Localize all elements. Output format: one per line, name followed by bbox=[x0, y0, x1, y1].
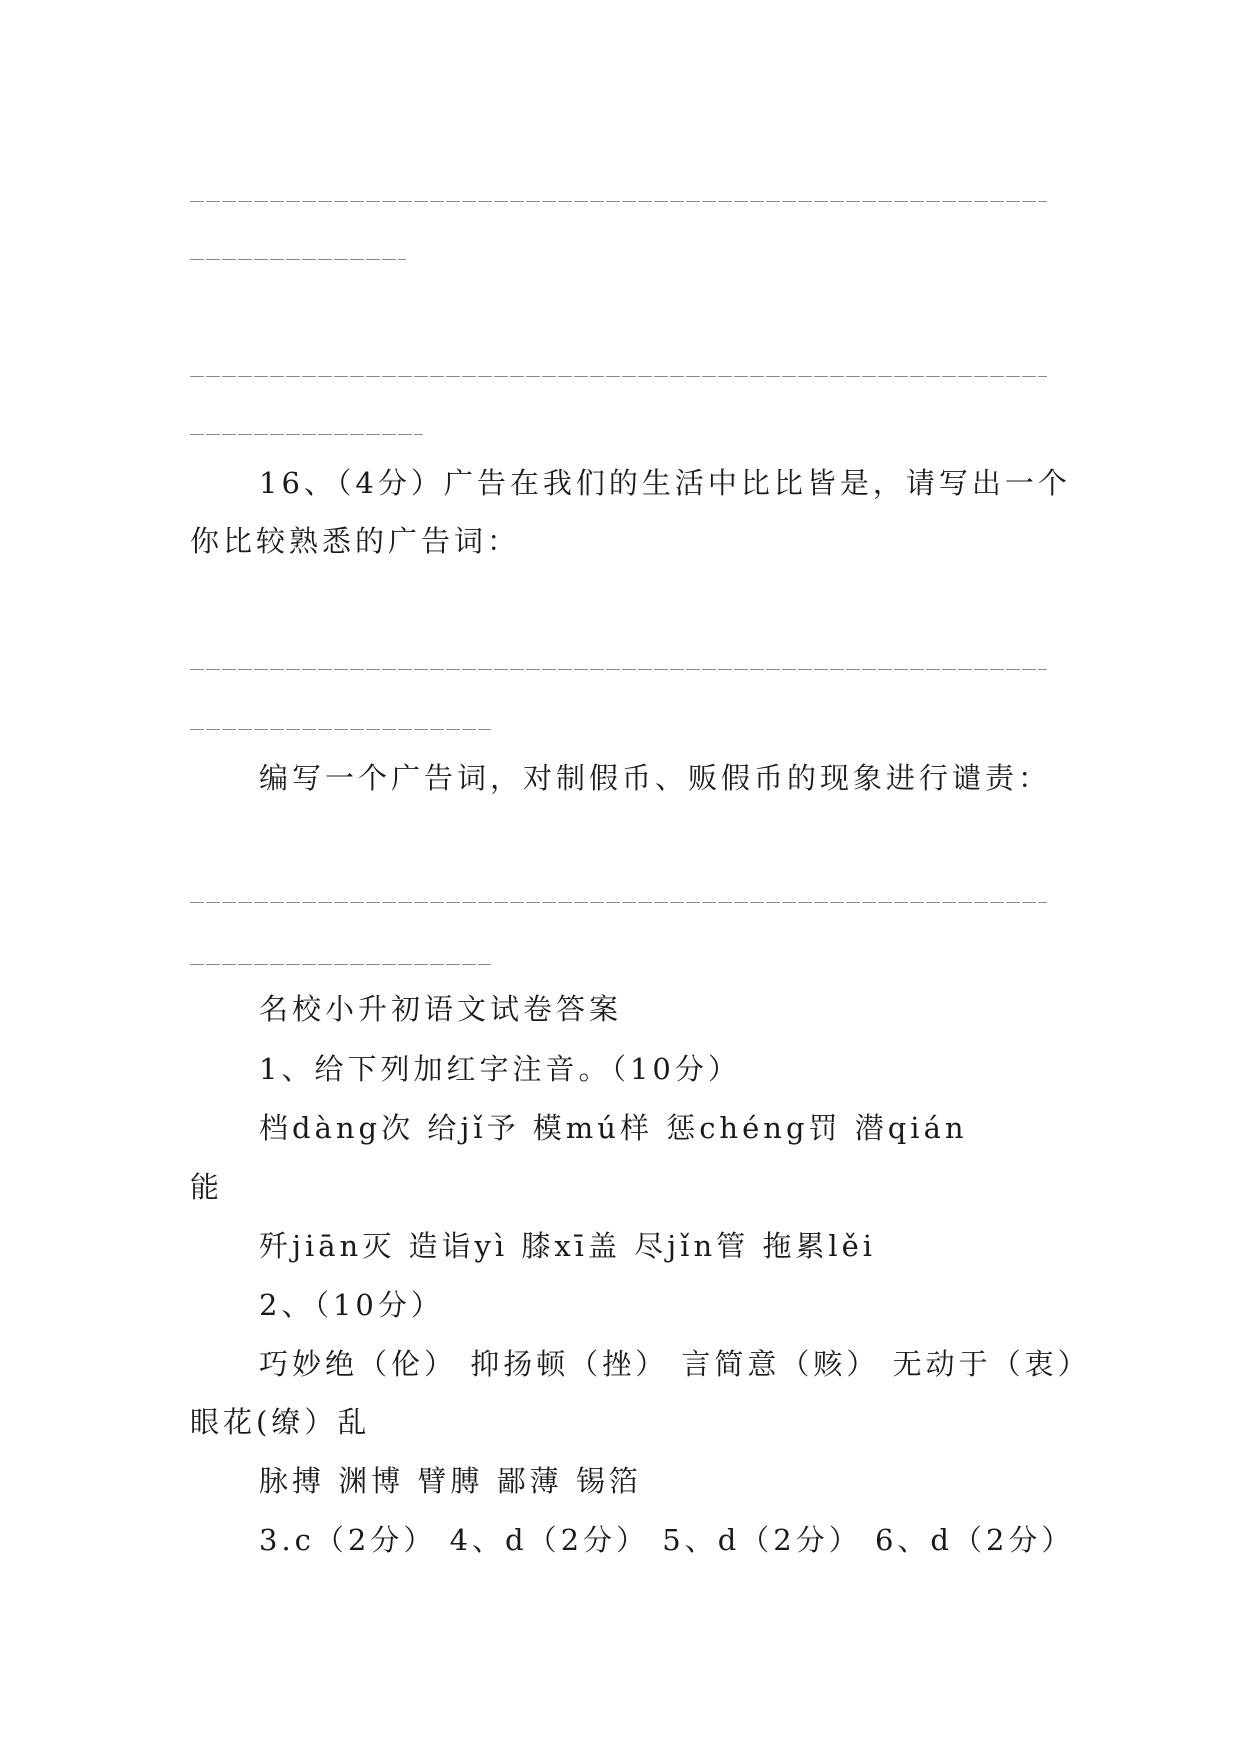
answers-3-to-6: 3.c（2分） 4、d（2分） 5、d（2分） 6、d（2分） bbox=[259, 1523, 1075, 1557]
answer-blank-line bbox=[190, 902, 1047, 903]
answer-2-heading: 2、（10分） bbox=[259, 1288, 444, 1322]
answer-blank-line bbox=[190, 669, 1047, 670]
answer-1-line: 能 bbox=[190, 1170, 224, 1204]
answer-blank-line bbox=[190, 376, 1047, 377]
answer-1-heading: 1、给下列加红字注音。（10分） bbox=[259, 1052, 741, 1086]
answer-1-line: 档dàng次 给jǐ予 模mú样 惩chéng罚 潜qián bbox=[259, 1111, 968, 1145]
answer-2-line: 巧妙绝（伦） 抑扬顿（挫） 言简意（赅） 无动于（衷） bbox=[259, 1347, 1091, 1381]
question-16-prompt-2: 编写一个广告词，对制假币、贩假币的现象进行谴责： bbox=[259, 761, 1052, 795]
answer-2-line: 脉搏 渊博 臂膊 鄙薄 锡箔 bbox=[259, 1464, 642, 1498]
answer-2-line: 眼花(缭）乱 bbox=[190, 1405, 371, 1439]
answer-blank-line bbox=[190, 964, 491, 965]
answer-1-line: 歼jiān灭 造诣yì 膝xī盖 尽jǐn管 拖累lěi bbox=[259, 1229, 877, 1263]
question-16-text: 16、（4分）广告在我们的生活中比比皆是，请写出一个 bbox=[259, 466, 1071, 500]
answer-blank-line bbox=[190, 434, 423, 435]
answer-blank-line bbox=[190, 201, 1047, 202]
question-16-text-continued: 你比较熟悉的广告词： bbox=[190, 524, 521, 558]
answers-title: 名校小升初语文试卷答案 bbox=[259, 992, 623, 1026]
answer-blank-line bbox=[190, 729, 491, 730]
answer-blank-line bbox=[190, 259, 406, 260]
